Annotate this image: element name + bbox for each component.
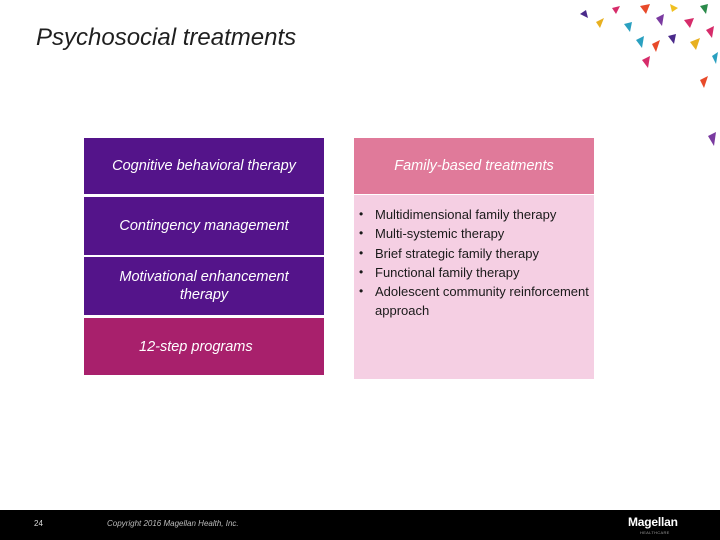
footer-bar [0, 510, 720, 540]
treatment-label: 12-step programs [139, 338, 253, 355]
treatment-box-12-step [84, 318, 324, 375]
treatment-box-contingency [84, 197, 324, 255]
list-item: • Adolescent community reinforcement approach [375, 282, 594, 321]
treatment-label: Motivational enhancement therapy [119, 269, 289, 303]
list-item: • Functional family therapy [375, 263, 594, 282]
treatment-label: Cognitive behavioral therapy [112, 158, 296, 174]
copyright-text: Copyright 2016 Magellan Health, Inc. [107, 519, 239, 528]
family-treatments-list [354, 195, 594, 379]
treatment-box-motivational [84, 257, 324, 315]
list-item: • Brief strategic family therapy [375, 244, 594, 263]
family-based-header [354, 138, 594, 194]
slide-title: Psychosocial treatments [36, 24, 297, 51]
treatment-label: Contingency management [119, 218, 289, 234]
list-item: • Multi-systemic therapy [375, 224, 594, 243]
family-header-label: Family-based treatments [394, 158, 554, 174]
page-number: 24 [34, 519, 43, 528]
magellan-logo: Magellan [628, 515, 678, 529]
treatment-box-cbt [84, 138, 324, 194]
magellan-logo-subtext: HEALTHCARE [640, 530, 670, 535]
list-item: • Multidimensional family therapy [375, 205, 594, 224]
